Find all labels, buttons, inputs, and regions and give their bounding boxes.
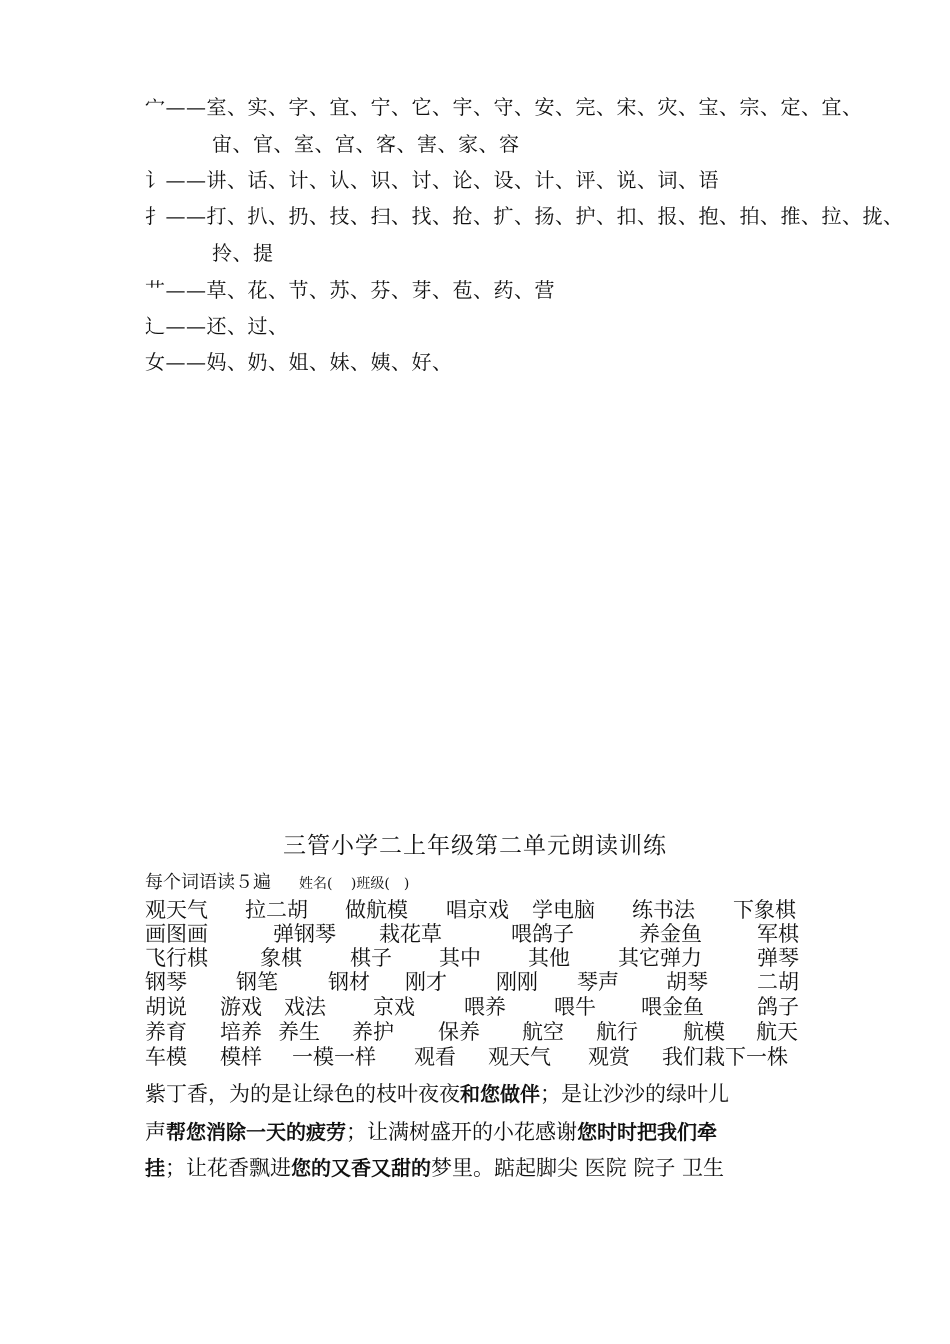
passage-bold-text: 您的又香又甜的 (291, 1156, 431, 1180)
word: 唱京戏 (446, 898, 509, 922)
word: 刚才 (405, 970, 447, 994)
passage-text: ；让花香飘进 (165, 1156, 291, 1180)
word: 琴声 (577, 970, 619, 994)
radical-line-woman: 女——妈、奶、姐、妹、姨、好、 (145, 350, 453, 374)
word: 喂牛 (554, 995, 596, 1019)
word: 弹钢琴 (273, 922, 336, 946)
word: 观天气 (145, 898, 208, 922)
passage-text: 梦里。踮起脚尖 医院 院子 卫生 (431, 1156, 725, 1180)
word: 模样 (220, 1045, 262, 1069)
word: 其他 (528, 946, 570, 970)
passage-text: 声 (145, 1120, 166, 1144)
word: 钢琴 (145, 970, 187, 994)
word: 保养 (438, 1020, 480, 1044)
word: 棋子 (350, 946, 392, 970)
passage-text: ；让满树盛开的小花感谢 (346, 1120, 577, 1144)
word: 养生 (278, 1020, 320, 1044)
word: 胡琴 (666, 970, 708, 994)
passage-bold-text: 和您做伴 (460, 1082, 540, 1106)
word: 钢材 (328, 970, 370, 994)
word: 练书法 (632, 898, 695, 922)
word: 飞行棋 (145, 946, 208, 970)
word: 鸽子 (757, 995, 799, 1019)
word: 一模一样 (292, 1045, 376, 1069)
word: 军棋 (757, 922, 799, 946)
word: 观赏 (588, 1045, 630, 1069)
word-row (145, 922, 810, 946)
page-title: 三管小学二上年级第二单元朗读训练 (283, 833, 667, 859)
passage-text: ；是让沙沙的绿叶儿 (540, 1082, 729, 1106)
passage-bold-text: 挂 (145, 1156, 165, 1180)
word: 弹琴 (757, 946, 799, 970)
passage-bold-text: 您时时把我们牵 (577, 1120, 717, 1144)
word: 观天气 (488, 1045, 551, 1069)
word-row (145, 970, 810, 994)
word-row (145, 946, 810, 970)
word: 象棋 (260, 946, 302, 970)
radical-line-walk: 辶——还、过、 (145, 314, 289, 338)
word: 航模 (683, 1020, 725, 1044)
word-row (145, 898, 810, 922)
passage-line (145, 1156, 815, 1180)
instruction-text: 每个词语读５遍 (145, 872, 271, 893)
word: 观看 (414, 1045, 456, 1069)
word: 喂养 (464, 995, 506, 1019)
word: 我们栽下一株 (662, 1045, 788, 1069)
word: 喂鸽子 (511, 922, 574, 946)
word: 车模 (145, 1045, 187, 1069)
word: 二胡 (757, 970, 799, 994)
passage-line (145, 1120, 815, 1144)
word: 学电脑 (532, 898, 595, 922)
word: 游戏 (220, 995, 262, 1019)
word: 京戏 (373, 995, 415, 1019)
word: 航天 (756, 1020, 798, 1044)
word: 胡说 (145, 995, 187, 1019)
word: 戏法 (284, 995, 326, 1019)
word: 做航模 (345, 898, 408, 922)
word: 下象棋 (733, 898, 796, 922)
word: 培养 (220, 1020, 262, 1044)
radical-line-hand: 扌——打、扒、扔、技、扫、找、抢、扩、扬、护、扣、报、抱、拍、推、拉、拢、 (145, 204, 904, 228)
word: 拉二胡 (245, 898, 308, 922)
word-row (145, 1020, 810, 1044)
word: 钢笔 (236, 970, 278, 994)
word: 养育 (145, 1020, 187, 1044)
word: 航行 (596, 1020, 638, 1044)
word: 喂金鱼 (641, 995, 704, 1019)
word: 航空 (522, 1020, 564, 1044)
word: 养金鱼 (639, 922, 702, 946)
word: 其中 (439, 946, 481, 970)
word: 养护 (352, 1020, 394, 1044)
name-class-fields: 姓名( )班级( ) (299, 876, 410, 892)
radical-line-speech: 讠——讲、话、计、认、识、讨、论、设、计、评、说、词、语 (145, 168, 719, 192)
radical-line-roof-continued: 宙、官、室、宫、客、害、家、容 (212, 132, 520, 156)
radical-line-hand-continued: 拎、提 (212, 241, 274, 265)
instruction-line (145, 872, 409, 895)
passage-bold-text: 帮您消除一天的疲劳 (166, 1120, 346, 1144)
radical-line-roof: 宀——室、实、字、宜、宁、它、宇、守、安、完、宋、灾、宝、宗、定、宜、 (145, 95, 863, 119)
radical-line-grass: 艹——草、花、节、苏、芬、芽、苞、药、营 (145, 278, 555, 302)
word: 栽花草 (379, 922, 442, 946)
passage-text: 紫丁香，为的是让绿色的枝叶夜夜 (145, 1082, 460, 1106)
word: 画图画 (145, 922, 208, 946)
word: 刚刚 (496, 970, 538, 994)
word: 其它弹力 (618, 946, 702, 970)
passage-line (145, 1082, 815, 1106)
word-row (145, 1045, 810, 1069)
word-row (145, 995, 810, 1019)
